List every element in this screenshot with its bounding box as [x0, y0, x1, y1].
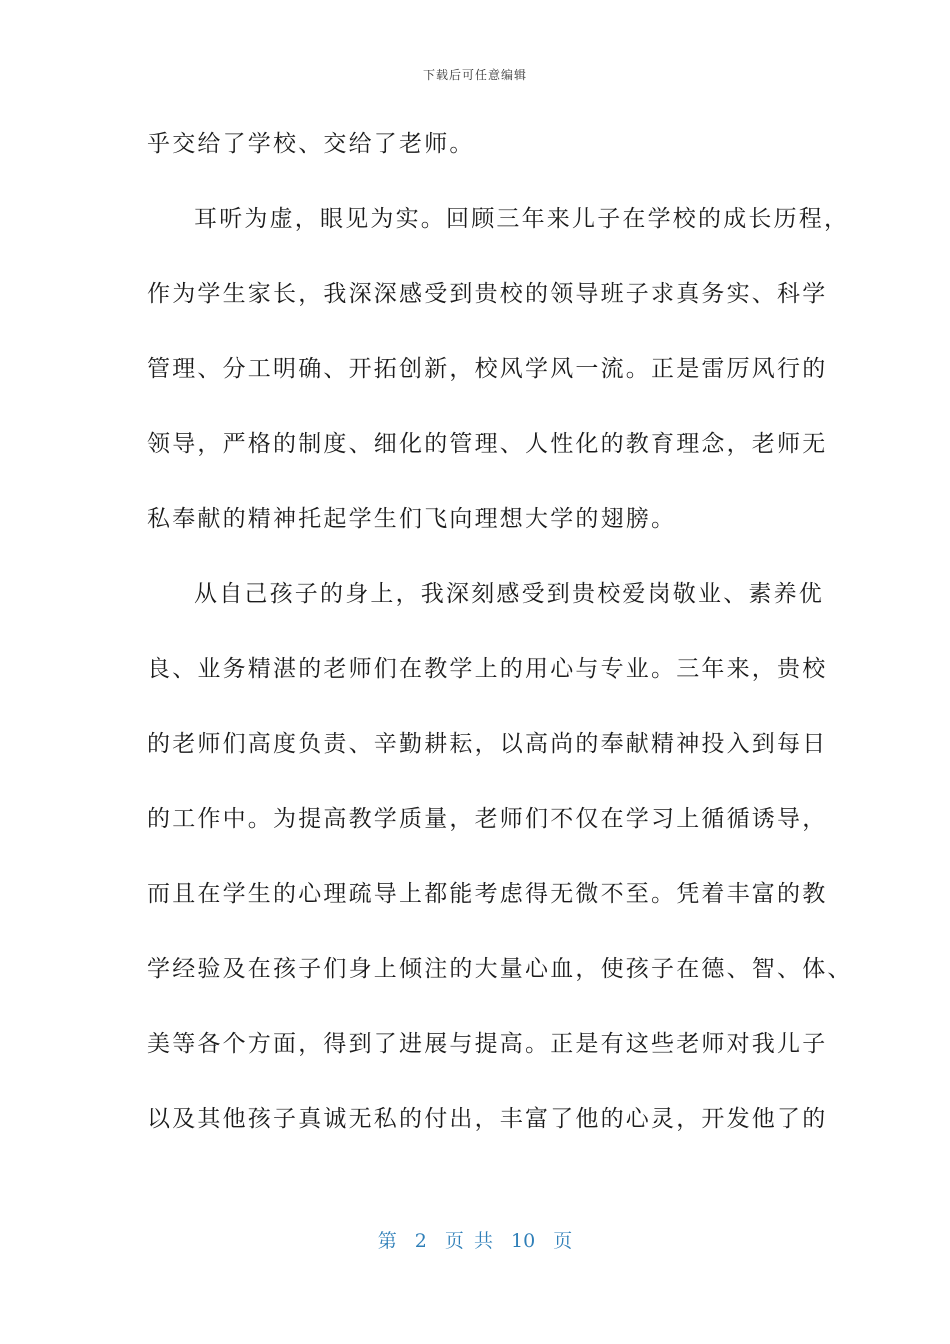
paragraph-3-line-2: 良、业务精湛的老师们在教学上的用心与专业。三年来，贵校	[147, 656, 828, 682]
paragraph-3-line-4: 的工作中。为提高教学质量，老师们不仅在学习上循循诱导，	[147, 806, 828, 832]
paragraph-3-line-1: 从自己孩子的身上，我深刻感受到贵校爱岗敬业、素养优	[194, 581, 824, 607]
paragraph-3-line-7: 美等各个方面，得到了进展与提高。正是有这些老师对我儿子	[147, 1031, 828, 1057]
footer-mid: 页 共	[444, 1230, 493, 1252]
document-body	[147, 122, 853, 1172]
current-page-number: 2	[414, 1230, 427, 1252]
paragraph-3-line-6: 学经验及在孩子们身上倾注的大量心血，使孩子在德、智、体、	[147, 956, 853, 982]
paragraph-2-line-2: 作为学生家长，我深深感受到贵校的领导班子求真务实、科学	[147, 281, 828, 307]
paragraph-2-line-3: 管理、分工明确、开拓创新，校风学风一流。正是雷厉风行的	[147, 356, 828, 382]
page-footer	[0, 1226, 950, 1253]
paragraph-2-line-5: 私奉献的精神托起学生们飞向理想大学的翅膀。	[147, 506, 677, 532]
paragraph-3-line-3: 的老师们高度负责、辛勤耕耘，以高尚的奉献精神投入到每日	[147, 731, 828, 757]
footer-prefix: 第	[377, 1230, 397, 1252]
paragraph-3-line-5: 而且在学生的心理疏导上都能考虑得无微不至。凭着丰富的教	[147, 881, 828, 907]
paragraph-2-line-1: 耳听为虚，眼见为实。回顾三年来儿子在学校的成长历程，	[194, 206, 850, 232]
total-page-count: 10	[511, 1230, 536, 1252]
page-header: 下载后可任意编辑	[422, 68, 527, 82]
paragraph-1-line-1: 乎交给了学校、交给了老师。	[147, 131, 475, 157]
paragraph-2-line-4: 领导，严格的制度、细化的管理、人性化的教育理念，老师无	[147, 431, 828, 457]
footer-suffix: 页	[553, 1230, 573, 1252]
paragraph-3-line-8: 以及其他孩子真诚无私的付出，丰富了他的心灵，开发他了的	[147, 1106, 828, 1132]
